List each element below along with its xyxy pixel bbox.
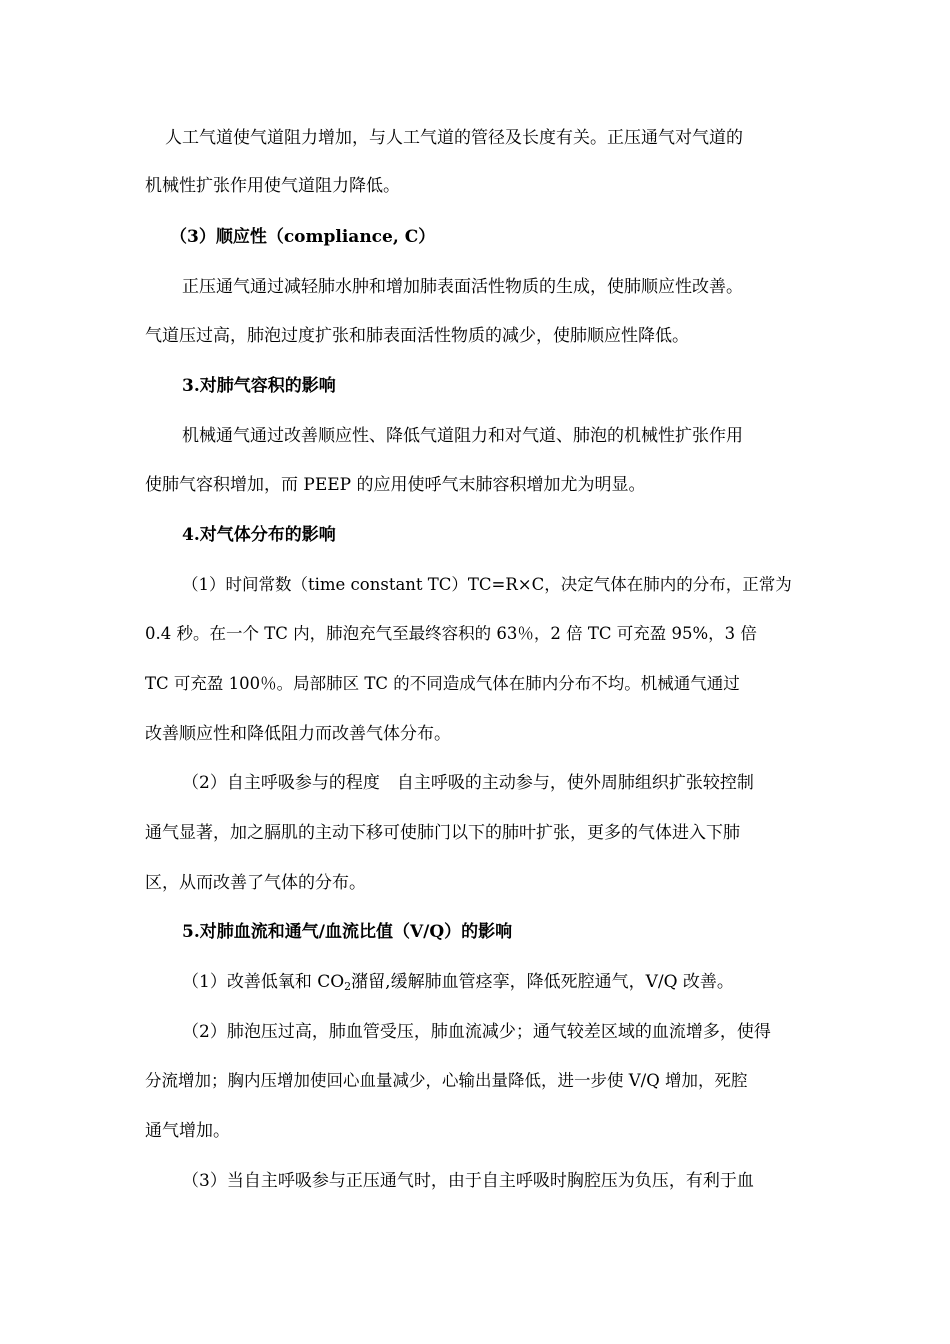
paragraph-line: TC 可充盈 100％。局部肺区 TC 的不同造成气体在肺内分布不均。机械通气通过 (145, 674, 740, 693)
paragraph-line: 人工气道使气道阻力增加，与人工气道的管径及长度有关。正压通气对气道的 (165, 128, 743, 148)
paragraph-line: （1）时间常数（time constant TC）TC=R×C，决定气体在肺内的分布，正常为 (182, 575, 792, 594)
section-heading: （3）顺应性（compliance, C） (170, 227, 436, 247)
paragraph-line: 通气显著，加之膈肌的主动下移可使肺门以下的肺叶扩张，更多的气体进入下肺 (145, 823, 740, 843)
paragraph-line: （3）当自主呼吸参与正压通气时，由于自主呼吸时胸腔压为负压，有利于血 (182, 1171, 754, 1191)
paragraph-line: 分流增加；胸内压增加使回心血量减少，心输出量降低，进一步使 V/Q 增加，死腔 (145, 1071, 748, 1090)
paragraph-line: 改善顺应性和降低阻力而改善气体分布。 (145, 724, 451, 744)
paragraph-line (182, 970, 862, 994)
line-segment: 潴留,缓解肺血管痉挛，降低死腔通气，V/Q 改善。 (351, 972, 734, 992)
line-segment: （1）改善低氧和 CO (182, 972, 345, 992)
paragraph-line: 机械性扩张作用使气道阻力降低。 (145, 176, 400, 196)
paragraph-line: 0.4 秒。在一个 TC 内，肺泡充气至最终容积的 63％，2 倍 TC 可充盈 95%，3 倍 (145, 624, 757, 643)
section-heading: 5.对肺血流和通气/血流比值（V/Q）的影响 (182, 922, 513, 942)
paragraph-line: 通气增加。 (145, 1121, 230, 1141)
paragraph-line: （2）肺泡压过高，肺血管受压，肺血流减少；通气较差区域的血流增多，使得 (182, 1022, 771, 1042)
subscript: 2 (344, 980, 352, 993)
paragraph-line: 气道压过高，肺泡过度扩张和肺表面活性物质的减少，使肺顺应性降低。 (145, 326, 689, 346)
paragraph-line: （2）自主呼吸参与的程度 自主呼吸的主动参与，使外周肺组织扩张较控制 (182, 773, 754, 793)
paragraph-line: 机械通气通过改善顺应性、降低气道阻力和对气道、肺泡的机械性扩张作用 (182, 426, 743, 446)
section-heading: 3.对肺气容积的影响 (182, 376, 336, 396)
paragraph-line: 正压通气通过减轻肺水肿和增加肺表面活性物质的生成，使肺顺应性改善。 (182, 277, 743, 297)
paragraph-line: 区，从而改善了气体的分布。 (145, 873, 366, 893)
paragraph-line: 使肺气容积增加，而 PEEP 的应用使呼气末肺容积增加尤为明显。 (145, 475, 646, 495)
section-heading: 4.对气体分布的影响 (182, 525, 336, 545)
